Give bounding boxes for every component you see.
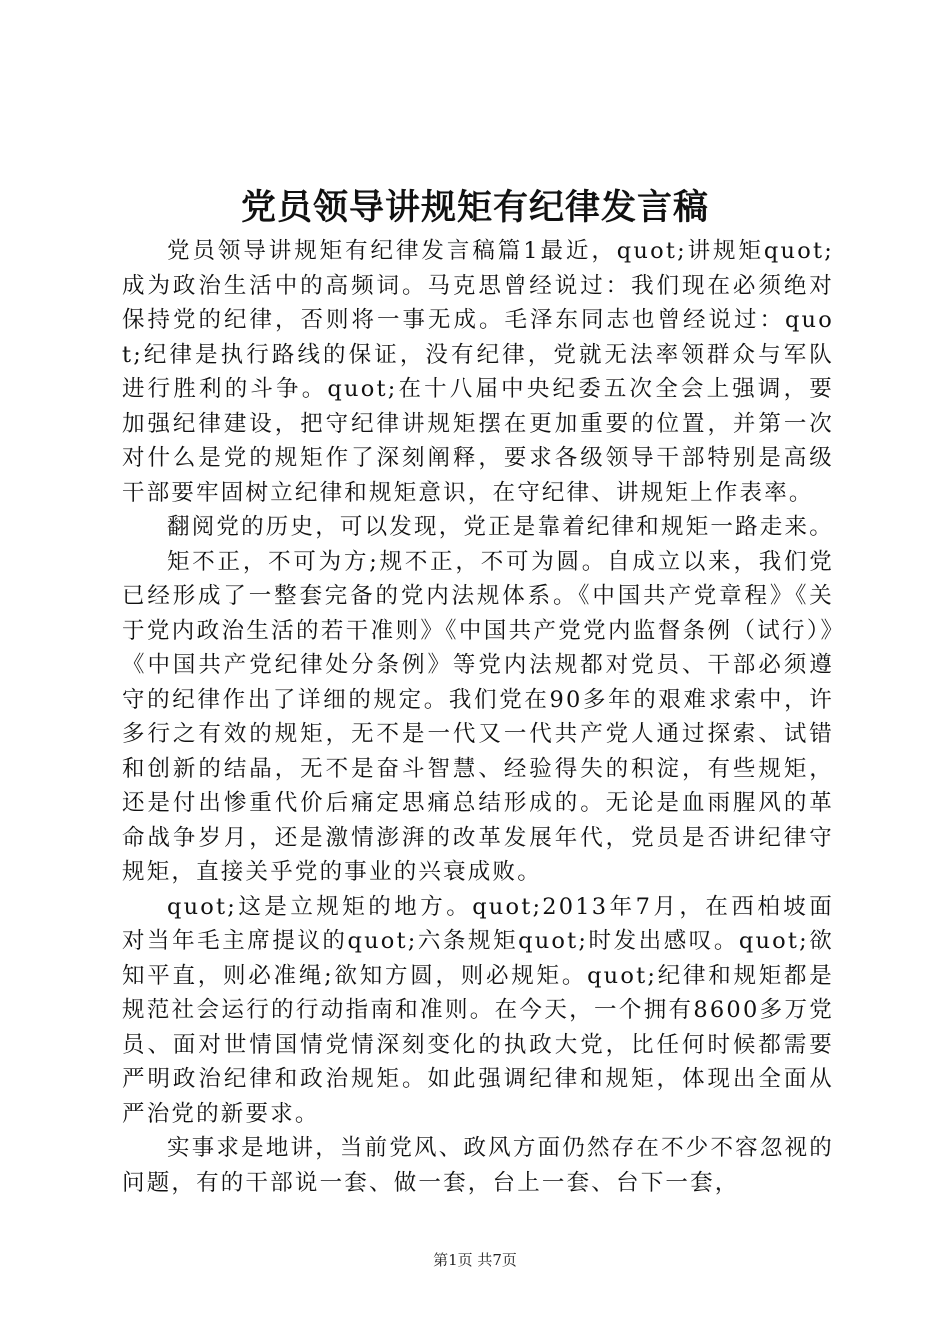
document-body: [122, 234, 834, 1200]
page-footer: 第1页 共7页: [433, 1251, 517, 1269]
document-title: 党员领导讲规矩有纪律发言稿: [240, 187, 709, 228]
paragraph: 矩不正，不可为方;规不正，不可为圆。自成立以来，我们党已经形成了一整套完备的党内法规体系。《中国共产党章程》《关于党内政治生活的若干准则》《中国共产党党内监督条例（试行）》《中国共产党纪律处分条例》等党内法规都对党员、干部必须遵守的纪律作出了详细的规定。我们党在90多年的艰难求索中，许多行之有效的规矩，无不是一代又一代共产党人通过探索、试错和创新的结晶，无不是奋斗智慧、经验得失的积淀，有些规矩，还是付出惨重代价后痛定思痛总结形成的。无论是血雨腥风的革命战争岁月，还是激情澎湃的改革发展年代，党员是否讲纪律守规矩，直接关乎党的事业的兴衰成败。: [122, 548, 834, 885]
paragraph: 实事求是地讲，当前党风、政风方面仍然存在不少不容忽视的问题，有的干部说一套、做一套，台上一套、台下一套，: [122, 1135, 834, 1196]
paragraph: 党员领导讲规矩有纪律发言稿篇1最近，quot;讲规矩quot;成为政治生活中的高频词。马克思曾经说过：我们现在必须绝对保持党的纪律，否则将一事无成。毛泽东同志也曾经说过：quot;纪律是执行路线的保证，没有纪律，党就无法率领群众与军队进行胜利的斗争。quot;在十八届中央纪委五次全会上强调，要加强纪律建设，把守纪律讲规矩摆在更加重要的位置，并第一次对什么是党的规矩作了深刻阐释，要求各级领导干部特别是高级干部要牢固树立纪律和规矩意识，在守纪律、讲规矩上作表率。: [122, 238, 834, 506]
paragraph: quot;这是立规矩的地方。quot;2013年7月，在西柏坡面对当年毛主席提议的quot;六条规矩quot;时发出感叹。quot;欲知平直，则必准绳;欲知方圆，则必规矩。quot;纪律和规矩都是规范社会运行的行动指南和准则。在今天，一个拥有8600多万党员、面对世情国情党情深刻变化的执政大党，比任何时候都需要严明政治纪律和政治规矩。如此强调纪律和规矩，体现出全面从严治党的新要求。: [122, 893, 834, 1127]
paragraph: 翻阅党的历史，可以发现，党正是靠着纪律和规矩一路走来。: [167, 514, 834, 540]
